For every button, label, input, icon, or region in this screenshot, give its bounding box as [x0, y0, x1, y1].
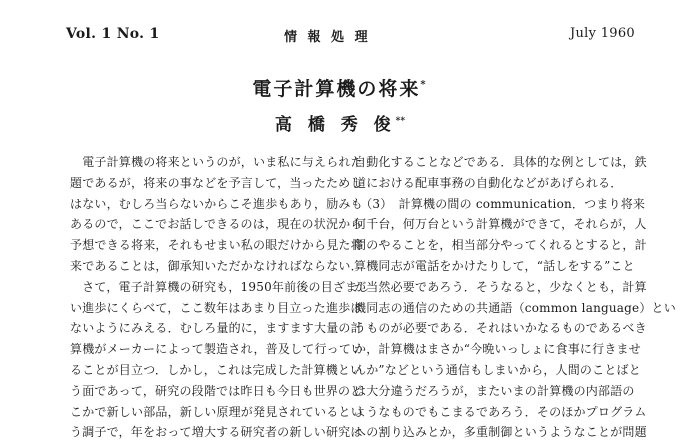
text-line: 自動化することなどである．具体的な例としては，鉄: [354, 155, 647, 169]
right-column: [354, 152, 676, 443]
article-title-text: 電子計算機の将来: [252, 78, 421, 100]
journal-name: 情 報 処 理: [284, 30, 371, 45]
text-line: は大分違うだろうが，またいまの計算機の内部語の: [354, 383, 635, 398]
text-line: う面であって，研究の段階では昨日も今日も世界のど: [70, 383, 363, 398]
text-line: はない，むしろ当らないからこそ進歩もあり，励みも: [70, 196, 363, 211]
text-line: 算機がメーカーによって製造され，普及して行ってい: [70, 342, 364, 357]
text-line: ることが目立つ．しかし，これは完成した計算機とい: [70, 362, 363, 377]
text-line: か，計算機はまさか“今晩いっしょに食事に行きませ: [354, 342, 641, 357]
text-line: 題であるが，将来の事などを予言して，当ったためし: [70, 175, 363, 190]
text-line: 電子計算機の将来というのが，いま私に与えられた: [70, 155, 363, 169]
text-line: 機同志の通信のための共通語（common language）とい: [354, 300, 676, 315]
text-line: う調子で，年をおって増大する研究者の新しい研究は: [70, 425, 363, 440]
text-line: 何千台，何万台という計算機ができて，それらが，人: [354, 217, 647, 232]
article-title: [0, 74, 680, 101]
text-line: への割り込みとか，多重制御というようなことが問題: [354, 425, 647, 440]
author-name: 高 橋 秀 俊: [274, 115, 396, 135]
author-footnote-mark: **: [395, 116, 406, 127]
text-line: 道における配車事務の自動化などがあげられる．: [354, 175, 623, 190]
text-line: 算機同志が電話をかけたりして，“話しをする”こと: [354, 258, 635, 273]
article-author: [0, 110, 680, 135]
volume-number: Vol. 1 No. 1: [66, 26, 160, 42]
text-line: 予想できる将来，それもせまい私の眼だけから見た将: [70, 238, 363, 253]
text-line: うものが必要である．それはいかなるものであるべき: [354, 321, 647, 336]
title-footnote-mark: *: [420, 79, 428, 91]
page-header: [0, 26, 680, 44]
left-column: [70, 152, 370, 443]
text-line: こかで新しい部品，新しい原理が発見されているとい: [70, 404, 363, 419]
issue-date: July 1960: [570, 26, 636, 41]
text-line: あるので，ここでお話しできるのは，現在の状況から: [70, 217, 363, 232]
text-line: さて，電子計算機の研究も，1950年前後の目ざまし: [70, 279, 370, 294]
text-line: い進歩にくらべて，ここ数年はあまり目立った進歩は: [70, 300, 363, 315]
text-line: ようなものでもこまるであろう．そのほかプログラム: [354, 404, 647, 419]
text-line: が当然必要であろう．そうなると，少なくとも，計算: [354, 279, 647, 294]
text-line: んか”などという通信もしまいから，人間のことばと: [354, 362, 641, 377]
text-line: 来であることは，御承知いただかなければならない．: [70, 258, 363, 273]
text-line: （3） 計算機の間の communication．つまり将来: [354, 196, 646, 211]
text-line: ないようにみえる．むしろ量的に，ますます大量の計: [70, 321, 363, 336]
text-line: 間のやることを，相当部分やってくれるとすると，計: [354, 238, 647, 253]
